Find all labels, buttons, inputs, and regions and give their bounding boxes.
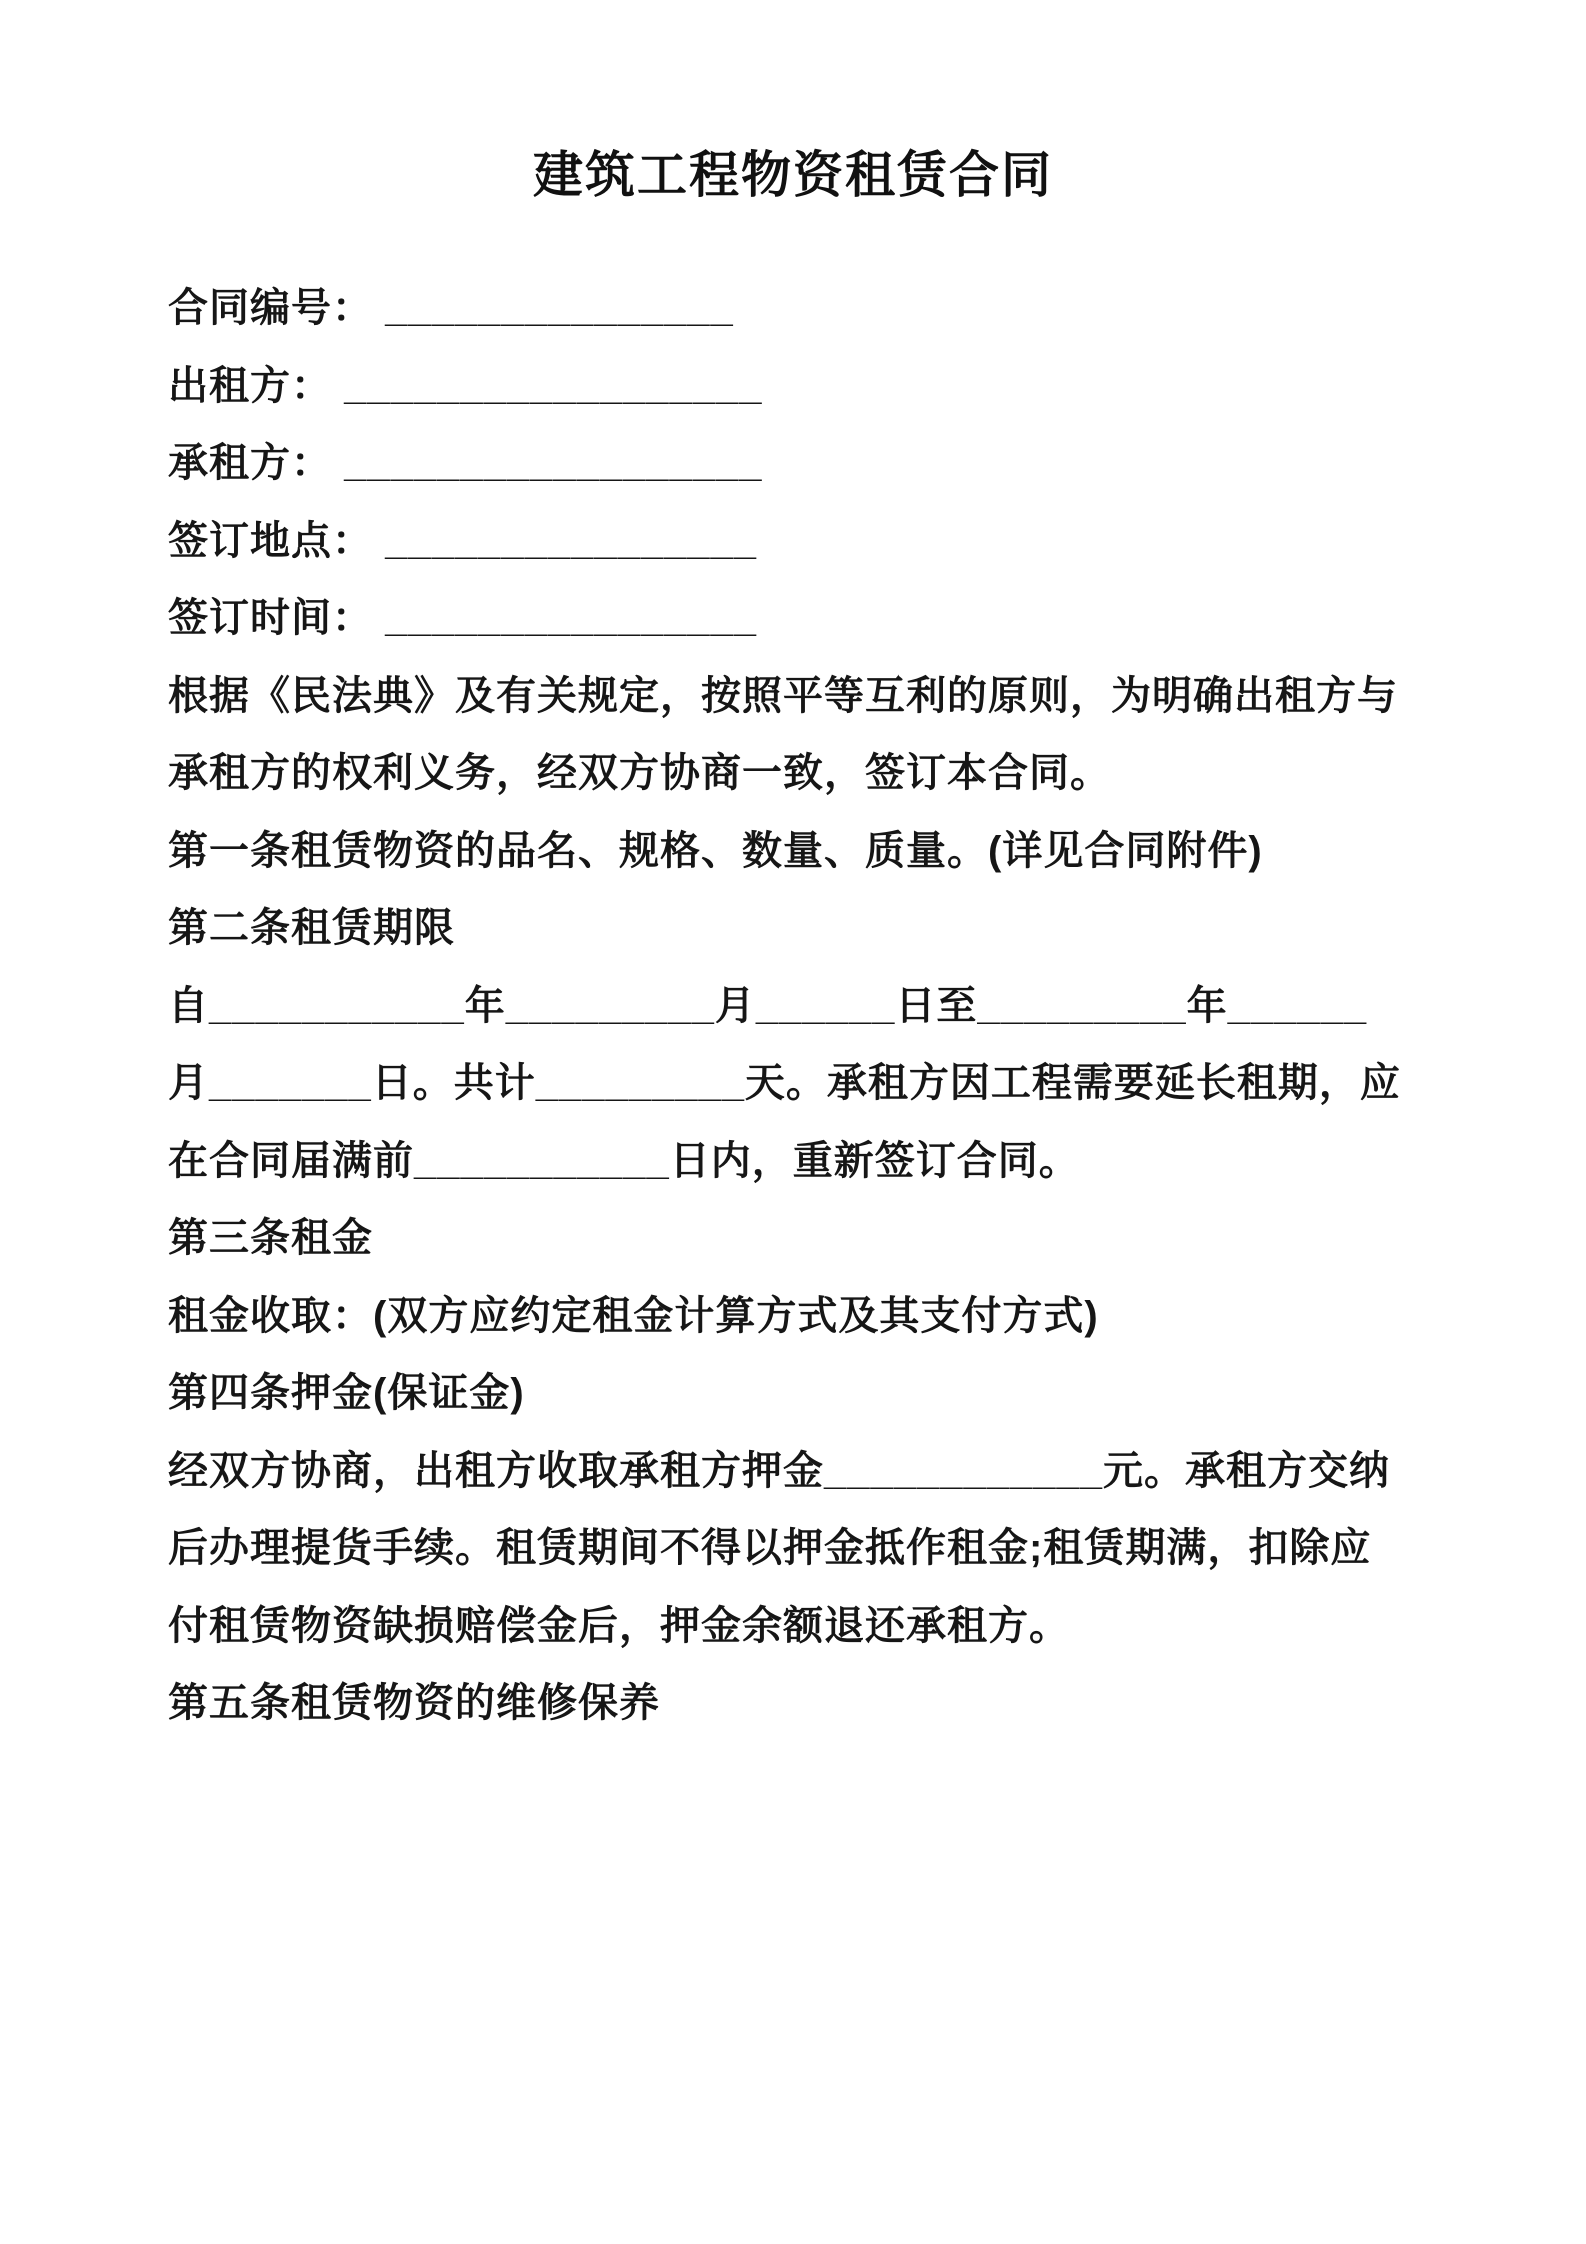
article-2-line: 在合同届满前___________日内，重新签订合同。: [168, 1138, 1080, 1183]
article-3-line: 租金收取：(双方应约定租金计算方式及其支付方式): [168, 1293, 1099, 1338]
article-3-heading: 第三条租金: [168, 1216, 373, 1260]
article-1-heading: 第一条租赁物资的品名、规格、数量、质量。(详见合同附件): [168, 828, 1263, 873]
contract-number-field: 合同编号： _______________: [168, 286, 734, 330]
document-body: [168, 270, 1424, 1743]
lessee-field: 承租方： __________________: [168, 441, 763, 485]
article-2-line: 月_______日。共计_________天。承租方因工程需要延长租期，应: [168, 1061, 1401, 1105]
article-4-line: 后办理提货手续。租赁期间不得以押金抵作租金;租赁期满，扣除应: [168, 1526, 1372, 1570]
preamble-line: 承租方的权利义务，经双方协商一致，签订本合同。: [168, 751, 1111, 795]
document-title: 建筑工程物资租赁合同: [533, 147, 1053, 203]
article-2-line: 自___________年_________月______日至_________年______: [168, 983, 1368, 1028]
article-2-heading: 第二条租赁期限: [168, 906, 455, 950]
article-4-heading: 第四条押金(保证金): [168, 1371, 525, 1415]
preamble-line: 根据《民法典》及有关规定，按照平等互利的原则，为明确出租方与: [168, 673, 1398, 718]
article-5-heading: 第五条租赁物资的维修保养: [168, 1681, 660, 1725]
lessor-field: 出租方： __________________: [168, 363, 763, 408]
article-4-line: 经双方协商，出租方收取承租方押金____________元。承租方交纳: [168, 1448, 1390, 1493]
signing-time-field: 签订时间： ________________: [168, 596, 758, 640]
article-4-line: 付租赁物资缺损赔偿金后，押金余额退还承租方。: [168, 1603, 1070, 1648]
signing-place-field: 签订地点： ________________: [168, 518, 758, 563]
